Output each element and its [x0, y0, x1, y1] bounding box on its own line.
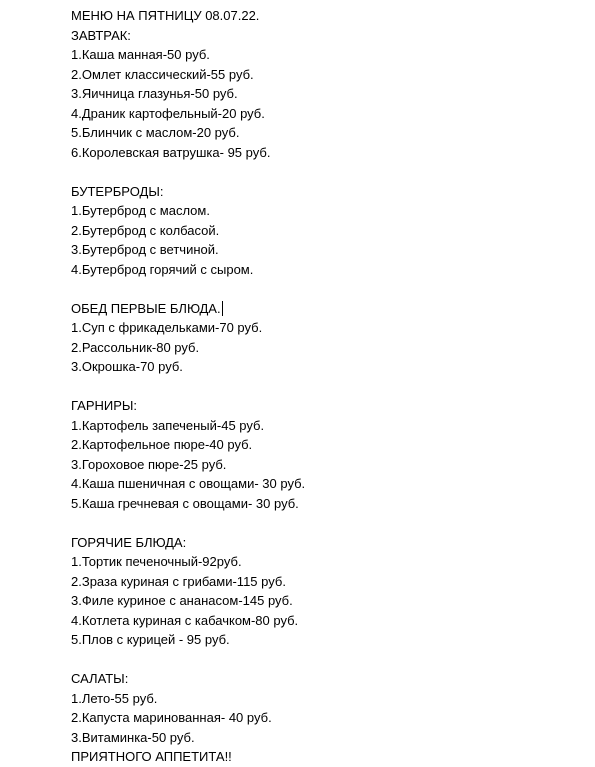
section-heading-sandwiches: БУТЕРБРОДЫ:: [71, 183, 164, 199]
blank-line: [71, 650, 581, 670]
menu-item: 2.Картофельное пюре-40 руб.: [71, 437, 253, 452]
text-cursor: [222, 301, 223, 316]
menu-item: 4.Каша пшеничная с овощами- 30 руб.: [71, 476, 306, 491]
blank-line: [71, 162, 581, 182]
menu-item: 1.Лето-55 руб.: [71, 690, 158, 706]
menu-item: 4.Котлета куриная с кабачком-80 руб.: [71, 612, 299, 628]
blank-line: [71, 279, 581, 299]
closing-text: ПРИЯТНОГО АППЕТИТА!!: [71, 749, 232, 764]
blank-line: [71, 513, 581, 533]
menu-item: 2.Зраза куриная с грибами-115 руб.: [71, 573, 286, 589]
menu-item: 2.Капуста маринованная- 40 руб.: [71, 710, 272, 725]
menu-item: 5.Блинчик с маслом-20 руб.: [71, 125, 240, 140]
section-heading-lunch-first-courses[interactable]: [71, 299, 581, 319]
document-page: [71, 6, 581, 767]
section-heading-breakfast: ЗАВТРАК:: [71, 27, 131, 43]
menu-item: 3.Филе куриное с ананасом-145 руб.: [71, 593, 293, 608]
menu-item: 3.Бутерброд с ветчиной.: [71, 242, 219, 257]
menu-item: 2.Бутерброд с колбасой.: [71, 222, 220, 238]
menu-item: 1.Тортик печеночный-92руб.: [71, 554, 242, 569]
section-heading-side-dishes: ГАРНИРЫ:: [71, 398, 138, 413]
menu-item: 1.Картофель запеченый-45 руб.: [71, 417, 265, 433]
menu-item: 5.Плов с курицей - 95 руб.: [71, 632, 230, 647]
menu-item: 2.Рассольник-80 руб.: [71, 339, 200, 355]
menu-item: 1.Суп с фрикадельками-70 руб.: [71, 320, 263, 335]
menu-item: 4.Драник картофельный-20 руб.: [71, 105, 265, 121]
menu-title: МЕНЮ НА ПЯТНИЦУ 08.07.22.: [71, 8, 260, 23]
menu-item: 2.Омлет классический-55 руб.: [71, 66, 254, 82]
menu-item: 3.Витаминка-50 руб.: [71, 729, 195, 745]
menu-item: 3.Гороховое пюре-25 руб.: [71, 456, 227, 472]
blank-line: [71, 377, 581, 397]
menu-item: 4.Бутерброд горячий с сыром.: [71, 261, 254, 277]
menu-item: 1.Каша манная-50 руб.: [71, 47, 210, 62]
section-heading-salads: САЛАТЫ:: [71, 671, 129, 686]
menu-item: 3.Окрошка-70 руб.: [71, 359, 183, 374]
section-heading-hot-dishes: ГОРЯЧИЕ БЛЮДА:: [71, 534, 187, 550]
menu-item: 3.Яичница глазунья-50 руб.: [71, 86, 238, 101]
menu-item: 6.Королевская ватрушка- 95 руб.: [71, 144, 271, 160]
section-heading-text: ОБЕД ПЕРВЫЕ БЛЮДА.: [71, 300, 221, 316]
menu-item: 5.Каша гречневая с овощами- 30 руб.: [71, 495, 299, 511]
menu-item: 1.Бутерброд с маслом.: [71, 203, 210, 218]
